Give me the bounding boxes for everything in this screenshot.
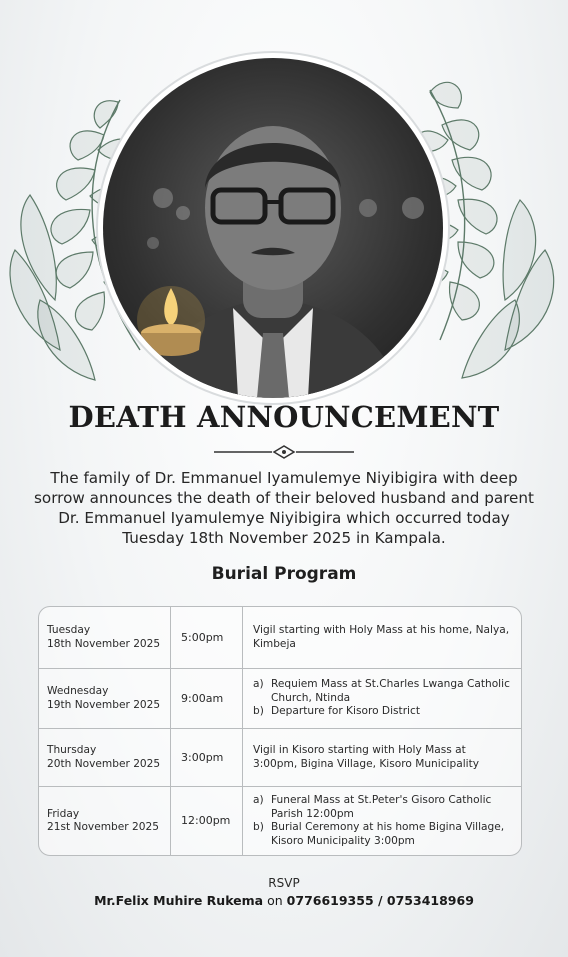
time-cell: 3:00pm [171,729,243,786]
announcement-text: The family of Dr. Emmanuel Iyamulemye Niyibigira with deep sorrow announces the death of their beloved husband and parent Dr. Emmanuel Iyamulemye Niyibigira which occurred today Tuesday 18th November 2025 in Kampala. [34,469,534,547]
date-cell [39,669,171,728]
portrait-illustration [103,58,443,398]
table-row [39,669,521,729]
rsvp-contact [0,893,568,908]
table-row [39,787,521,855]
date-cell [39,607,171,668]
activity-text: Vigil in Kisoro starting with Holy Mass at 3:00pm, Bigina Village, Kisoro Municipality [253,744,480,770]
activity-item [253,624,513,651]
contact-on: on [267,893,283,908]
activity-item [253,705,513,719]
burial-program-table [38,606,522,856]
day-label: Wednesday [47,685,109,697]
activity-item [253,821,513,848]
activity-letter: a) [253,678,264,691]
date-label: 19th November 2025 [47,698,161,711]
activity-letter: b) [253,821,264,833]
date-label: 21st November 2025 [47,821,159,833]
day-label: Tuesday [47,624,91,636]
activity-letter: a) [253,794,264,806]
date-cell [39,729,171,786]
table-row [39,729,521,787]
activity-text: Funeral Mass at St.Peter's Gisoro Catholic Parish 12:00pm [271,794,492,820]
day-label: Friday [47,807,80,820]
table-row [39,607,521,669]
activity-text: Requiem Mass at St.Charles Lwanga Catholic Church, Ntinda [271,678,510,704]
date-cell [39,787,171,855]
time-cell: 9:00am [171,669,243,728]
contact-phones: 0776619355 / 0753418969 [286,893,474,908]
activity-item [253,794,513,821]
page-title: DEATH ANNOUNCEMENT [68,400,500,434]
divider-ornament [214,445,354,459]
date-label: 20th November 2025 [47,757,161,770]
activity-cell [243,607,521,668]
activity-cell [243,669,521,728]
date-label: 18th November 2025 [47,637,161,650]
activity-cell [243,729,521,786]
time-cell: 12:00pm [171,787,243,855]
rsvp-label: RSVP [268,876,300,890]
day-label: Thursday [47,744,97,756]
activity-text: Burial Ceremony at his home Bigina Village, Kisoro Municipality 3:00pm [271,821,505,847]
activity-cell [243,787,521,855]
activity-letter: b) [253,705,264,718]
activity-text: Departure for Kisoro District [271,705,420,718]
time-cell: 5:00pm [171,607,243,668]
activity-item [253,744,513,771]
activity-text: Vigil starting with Holy Mass at his home, Nalya, Kimbeja [253,624,510,650]
activity-item [253,678,513,705]
portrait-photo [103,58,443,398]
program-title: Burial Program [211,564,357,584]
contact-name: Mr.Felix Muhire Rukema [94,893,264,908]
